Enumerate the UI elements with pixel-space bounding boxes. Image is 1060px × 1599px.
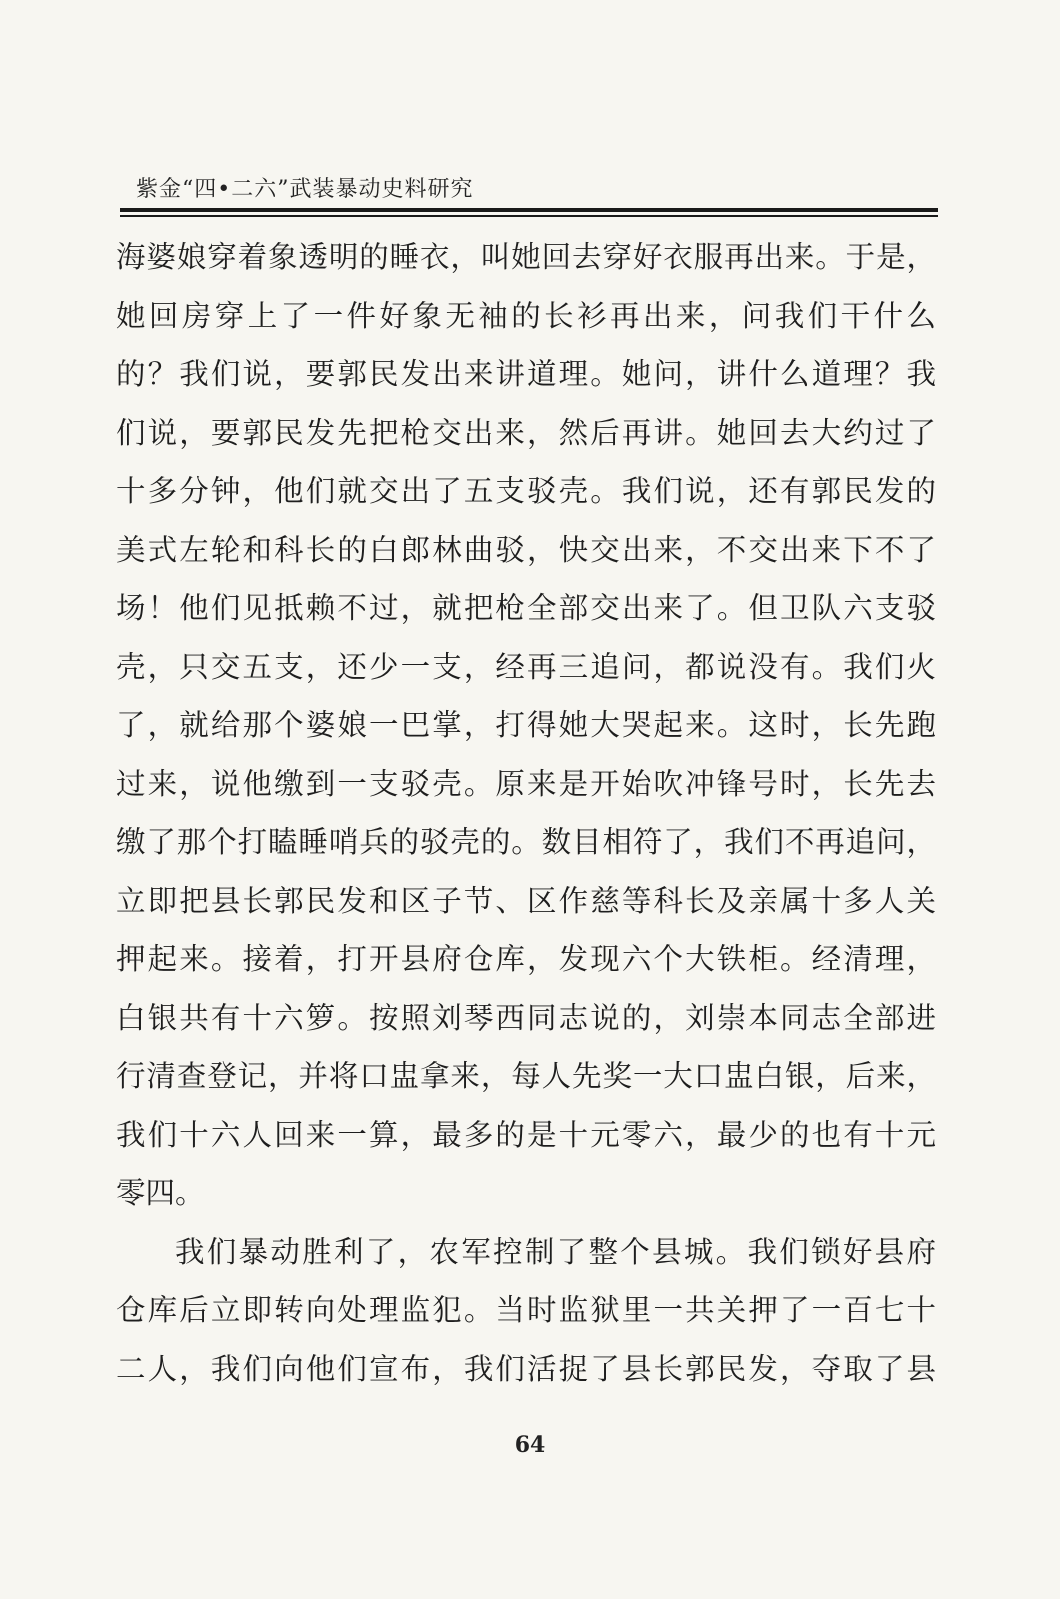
text-line: 押起来。接着，打开县府仓库，发现六个大铁柜。经清理， bbox=[116, 942, 936, 976]
text-line: 海婆娘穿着象透明的睡衣，叫她回去穿好衣服再出来。于是， bbox=[116, 240, 936, 274]
text-line: 仓库后立即转向处理监犯。当时监狱里一共关押了一百七十 bbox=[116, 1293, 936, 1327]
text-line: 了，就给那个婆娘一巴掌，打得她大哭起来。这时，长先跑 bbox=[116, 708, 936, 742]
header-rule-thick bbox=[120, 208, 938, 212]
text-line: 她回房穿上了一件好象无袖的长衫再出来，问我们干什么 bbox=[116, 298, 936, 333]
text-line: 我们十六人回来一算，最多的是十元零六，最少的也有十元 bbox=[116, 1117, 936, 1152]
text-line: 缴了那个打瞌睡哨兵的驳壳的。数目相符了，我们不再追问， bbox=[116, 825, 936, 859]
text-line: 过来，说他缴到一支驳壳。原来是开始吹冲锋号时，长先去 bbox=[116, 766, 936, 801]
body-text bbox=[116, 228, 936, 1398]
text-line: 场！他们见抵赖不过，就把枪全部交出来了。但卫队六支驳 bbox=[116, 591, 936, 625]
text-line: 白银共有十六箩。按照刘琴西同志说的，刘崇本同志全部进 bbox=[116, 1000, 936, 1035]
page-number: 64 bbox=[514, 1432, 546, 1458]
text-line: 行清查登记，并将口盅拿来，每人先奖一大口盅白银，后来， bbox=[116, 1059, 936, 1093]
paragraph-first-line: 我们暴动胜利了，农军控制了整个县城。我们锁好县府 bbox=[175, 1234, 936, 1269]
text-line: 十多分钟，他们就交出了五支驳壳。我们说，还有郭民发的 bbox=[116, 474, 936, 508]
text-line: 立即把县长郭民发和区子节、区作慈等科长及亲属十多人关 bbox=[116, 883, 936, 918]
text-line: 美式左轮和科长的白郎林曲驳，快交出来，不交出来下不了 bbox=[116, 532, 936, 567]
text-line: 零四。 bbox=[116, 1176, 205, 1210]
text-line: 壳，只交五支，还少一支，经再三追问，都说没有。我们火 bbox=[116, 649, 936, 684]
running-header-title: 紫金“四•二六”武装暴动史料研究 bbox=[136, 177, 474, 202]
text-line: 们说，要郭民发先把枪交出来，然后再讲。她回去大约过了 bbox=[116, 415, 936, 450]
text-line: 的？我们说，要郭民发出来讲道理。她问，讲什么道理？我 bbox=[116, 357, 936, 391]
text-line: 二人，我们向他们宣布，我们活捉了县长郭民发，夺取了县 bbox=[116, 1351, 936, 1386]
header-rule-thin bbox=[120, 215, 938, 217]
